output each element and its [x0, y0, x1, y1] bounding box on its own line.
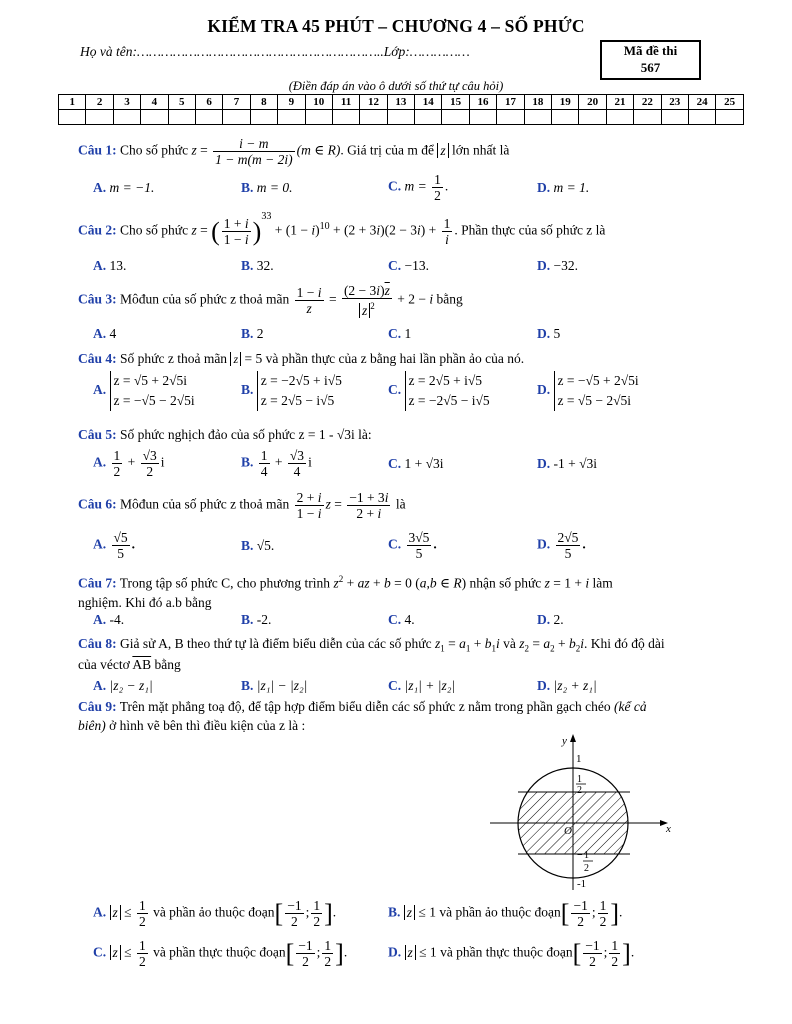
answer-cell[interactable]: [59, 110, 86, 125]
name-class-line: Họ và tên:……………………………………………………..Lớp:……………: [80, 44, 470, 59]
answer-cell[interactable]: [387, 110, 414, 125]
option-a[interactable]: A. |z₂ − z₁|: [93, 678, 153, 693]
answer-cell[interactable]: [141, 110, 168, 125]
option-c[interactable]: C. 4.: [388, 612, 415, 627]
option-b[interactable]: B. z ≤ 1 và phần ảo thuộc đoạn[ $\frac{-1}{2}$ ; $\frac{1}{2}$ ].: [388, 898, 623, 929]
answer-cell[interactable]: [223, 110, 250, 125]
origin-label: O: [564, 825, 572, 837]
svg-text:−: −: [577, 850, 583, 861]
exam-code-label: Mã đề thi: [623, 43, 678, 58]
option-a[interactable]: A. 4: [93, 326, 117, 341]
question-9-line2: biên) ở hình vẽ bên thì điều kiện của z là :: [78, 718, 306, 733]
answer-cell[interactable]: [250, 110, 277, 125]
option-d[interactable]: D. 2.: [537, 612, 564, 627]
answer-grid: [58, 94, 744, 125]
answer-number: 14: [415, 95, 442, 110]
answer-cell[interactable]: [688, 110, 715, 125]
option-a[interactable]: A. m = −1.: [93, 180, 155, 195]
answer-number: 16: [469, 95, 496, 110]
option-b[interactable]: B. 2: [241, 326, 264, 341]
answer-cell[interactable]: [606, 110, 633, 125]
answer-cell[interactable]: [661, 110, 688, 125]
answer-cell[interactable]: [552, 110, 579, 125]
answer-number: 5: [168, 95, 195, 110]
option-b[interactable]: B. $\frac{1}{4}$ + $\frac{√3}{4}$ i: [241, 448, 312, 479]
answer-cell[interactable]: [716, 110, 743, 125]
option-b[interactable]: B. |z₁| − |z₂|: [241, 678, 308, 693]
option-d[interactable]: D. m = 1.: [537, 180, 590, 195]
answer-number: 4: [141, 95, 168, 110]
option-b[interactable]: B. m = 0.: [241, 180, 293, 195]
question-tail: . Giá trị của m để: [340, 142, 435, 158]
answer-cell[interactable]: [634, 110, 661, 125]
option-c[interactable]: C. −13.: [388, 258, 429, 273]
answer-number: 19: [552, 95, 579, 110]
answer-number: 24: [688, 95, 715, 110]
question-7: Câu 7: Trong tập số phức C, cho phương trình $z^2$ + az + b = 0 (a,b ∈ R) nhận số phức z = 1 + i làm: [78, 574, 613, 591]
question-label: Câu 1:: [78, 142, 117, 158]
option-c[interactable]: C. m = $\frac{1}{2}$ .: [388, 172, 449, 203]
question-4: Câu 4: Số phức z thoả mãn z = 5 và phần thực của z bằng hai lần phần ảo của nó.: [78, 351, 525, 366]
answer-number: 10: [305, 95, 332, 110]
exam-code-value: 567: [640, 60, 661, 75]
answer-cell[interactable]: [415, 110, 442, 125]
option-d[interactable]: D. $\frac{2√5}{5}$ .: [537, 530, 586, 561]
exam-title: KIỂM TRA 45 PHÚT – CHƯƠNG 4 – SỐ PHỨC: [207, 16, 585, 36]
answer-number: 20: [579, 95, 606, 110]
answer-number: 6: [195, 95, 222, 110]
option-c[interactable]: C. 1: [388, 326, 412, 341]
answer-number: 12: [360, 95, 387, 110]
tick-half-num: 1: [577, 774, 582, 785]
answer-cell[interactable]: [278, 110, 305, 125]
answer-cell[interactable]: [168, 110, 195, 125]
answer-cell[interactable]: [524, 110, 551, 125]
answer-number: 9: [278, 95, 305, 110]
option-b[interactable]: B. z = −2√5 + i√5 z = 2√5 − i√5: [241, 371, 342, 411]
answer-number: 17: [497, 95, 524, 110]
answer-cell[interactable]: [86, 110, 113, 125]
option-c[interactable]: C. z = 2√5 + i√5 z = −2√5 − i√5: [388, 371, 490, 411]
answer-number: 18: [524, 95, 551, 110]
option-c[interactable]: C. 1 + √3i: [388, 456, 444, 471]
option-d[interactable]: D. -1 + √3i: [537, 456, 598, 471]
answer-number: 13: [387, 95, 414, 110]
option-d[interactable]: D. 5: [537, 326, 561, 341]
answer-number: 25: [716, 95, 743, 110]
answer-number: 3: [113, 95, 140, 110]
answer-cell[interactable]: [442, 110, 469, 125]
answer-number: 11: [332, 95, 359, 110]
option-b[interactable]: B. √5.: [241, 538, 275, 553]
tick-1: 1: [576, 753, 582, 765]
option-b[interactable]: B. -2.: [241, 612, 272, 627]
tick-minus-1: -1: [577, 878, 587, 890]
answer-number: 22: [634, 95, 661, 110]
option-d[interactable]: D. |z₂ + z₁|: [537, 678, 597, 693]
answer-number: 1: [59, 95, 86, 110]
option-d[interactable]: D. z ≤ 1 và phần thực thuộc đoạn[ $\frac{-1}{2}$ ; $\frac{1}{2}$ ].: [388, 938, 635, 969]
answer-number: 21: [606, 95, 633, 110]
question-tail2: lớn nhất là: [452, 142, 510, 158]
answer-cell[interactable]: [332, 110, 359, 125]
option-a[interactable]: A. 13.: [93, 258, 127, 273]
answer-cell[interactable]: [113, 110, 140, 125]
answer-number: 23: [661, 95, 688, 110]
answer-cell[interactable]: [360, 110, 387, 125]
option-a[interactable]: A. $\frac{√5}{5}$ .: [93, 530, 136, 561]
answer-cell[interactable]: [497, 110, 524, 125]
complex-plane-figure: [480, 730, 690, 900]
option-c[interactable]: C. z ≤ $\frac{1}{2}$ và phần thực thuộc đoạn[ $\frac{-1}{2}$ ; $\frac{1}{2}$ ].: [93, 938, 348, 969]
option-d[interactable]: D. −32.: [537, 258, 578, 273]
question-6: Câu 6: Môđun của số phức z thoả mãn $\frac{2 + i}{1 - i}$ z = $\frac{-1 + 3i}{2 + i}$ là: [78, 490, 406, 521]
answer-number: 8: [250, 95, 277, 110]
option-c[interactable]: C. |z₁| + |z₂|: [388, 678, 456, 693]
tick-neg-half-den: 2: [584, 863, 589, 874]
question-3: Câu 3: Môđun của số phức z thoả mãn $\frac{1 - i}{z}$ = $\frac{(2 - 3i)\overline{z}}{z ^2}$ + 2 − i bằng: [78, 283, 463, 318]
question-1: Câu 1: Cho số phức z = $\frac{i - m}{1 - m(m - 2i)}$ (m ∈ R). Giá trị của m để z lớn nhất là: [78, 136, 510, 167]
option-d[interactable]: D. z = −√5 + 2√5i z = √5 − 2√5i: [537, 371, 639, 411]
answer-cell[interactable]: [305, 110, 332, 125]
option-a[interactable]: A. -4.: [93, 612, 125, 627]
question-text: Cho số phức: [120, 142, 189, 158]
answer-number: 2: [86, 95, 113, 110]
answer-cell[interactable]: [195, 110, 222, 125]
question-7-line2: nghiệm. Khi đó a.b bằng: [78, 595, 212, 610]
option-c[interactable]: C. $\frac{3√5}{5}$ .: [388, 530, 437, 561]
option-b[interactable]: B. 32.: [241, 258, 274, 273]
tick-neg-half-num: 1: [584, 850, 589, 861]
answer-number: 7: [223, 95, 250, 110]
question-8: Câu 8: Giả sử A, B theo thứ tự là điểm biểu diễn của các số phức $z_1 = a_1 + b_1i$ và $z_2 = a_2 + b_2i$. Khi đó độ dài: [78, 636, 665, 654]
answer-cell[interactable]: [579, 110, 606, 125]
answer-instruction: (Điền đáp án vào ô dưới số thứ tự câu hỏi): [288, 79, 504, 93]
question-5: Câu 5: Số phức nghịch đảo của số phức z = 1 - √3i là:: [78, 427, 372, 442]
tick-half-den: 2: [577, 785, 582, 796]
question-2: Câu 2: Cho số phức z = ( $\frac{1 + i}{1 - i}$ )$^{33} + (1 - i)^{10} + (2 + 3i)(2 - 3i)$ + $\frac{1}{i}$ . Phần thực của số phức z là: [78, 211, 606, 247]
y-label: y: [562, 735, 567, 747]
answer-cell[interactable]: [469, 110, 496, 125]
option-a[interactable]: A. z ≤ $\frac{1}{2}$ và phần ảo thuộc đoạn[ $\frac{-1}{2}$ ; $\frac{1}{2}$ ].: [93, 898, 337, 929]
x-label: x: [666, 823, 671, 835]
question-8-line2: của véctơ $\overline{AB}$ bằng: [78, 657, 181, 672]
question-9: Câu 9: Trên mặt phẳng toạ độ, để tập hợp điểm biểu diễn các số phức z nằm trong phần gạch chéo (kể cả: [78, 699, 647, 714]
option-a[interactable]: A. $\frac{1}{2}$ + $\frac{√3}{2}$ i: [93, 448, 165, 479]
option-a[interactable]: A. z = √5 + 2√5i z = −√5 − 2√5i: [93, 371, 195, 411]
exam-code-box: [600, 40, 701, 80]
answer-number: 15: [442, 95, 469, 110]
